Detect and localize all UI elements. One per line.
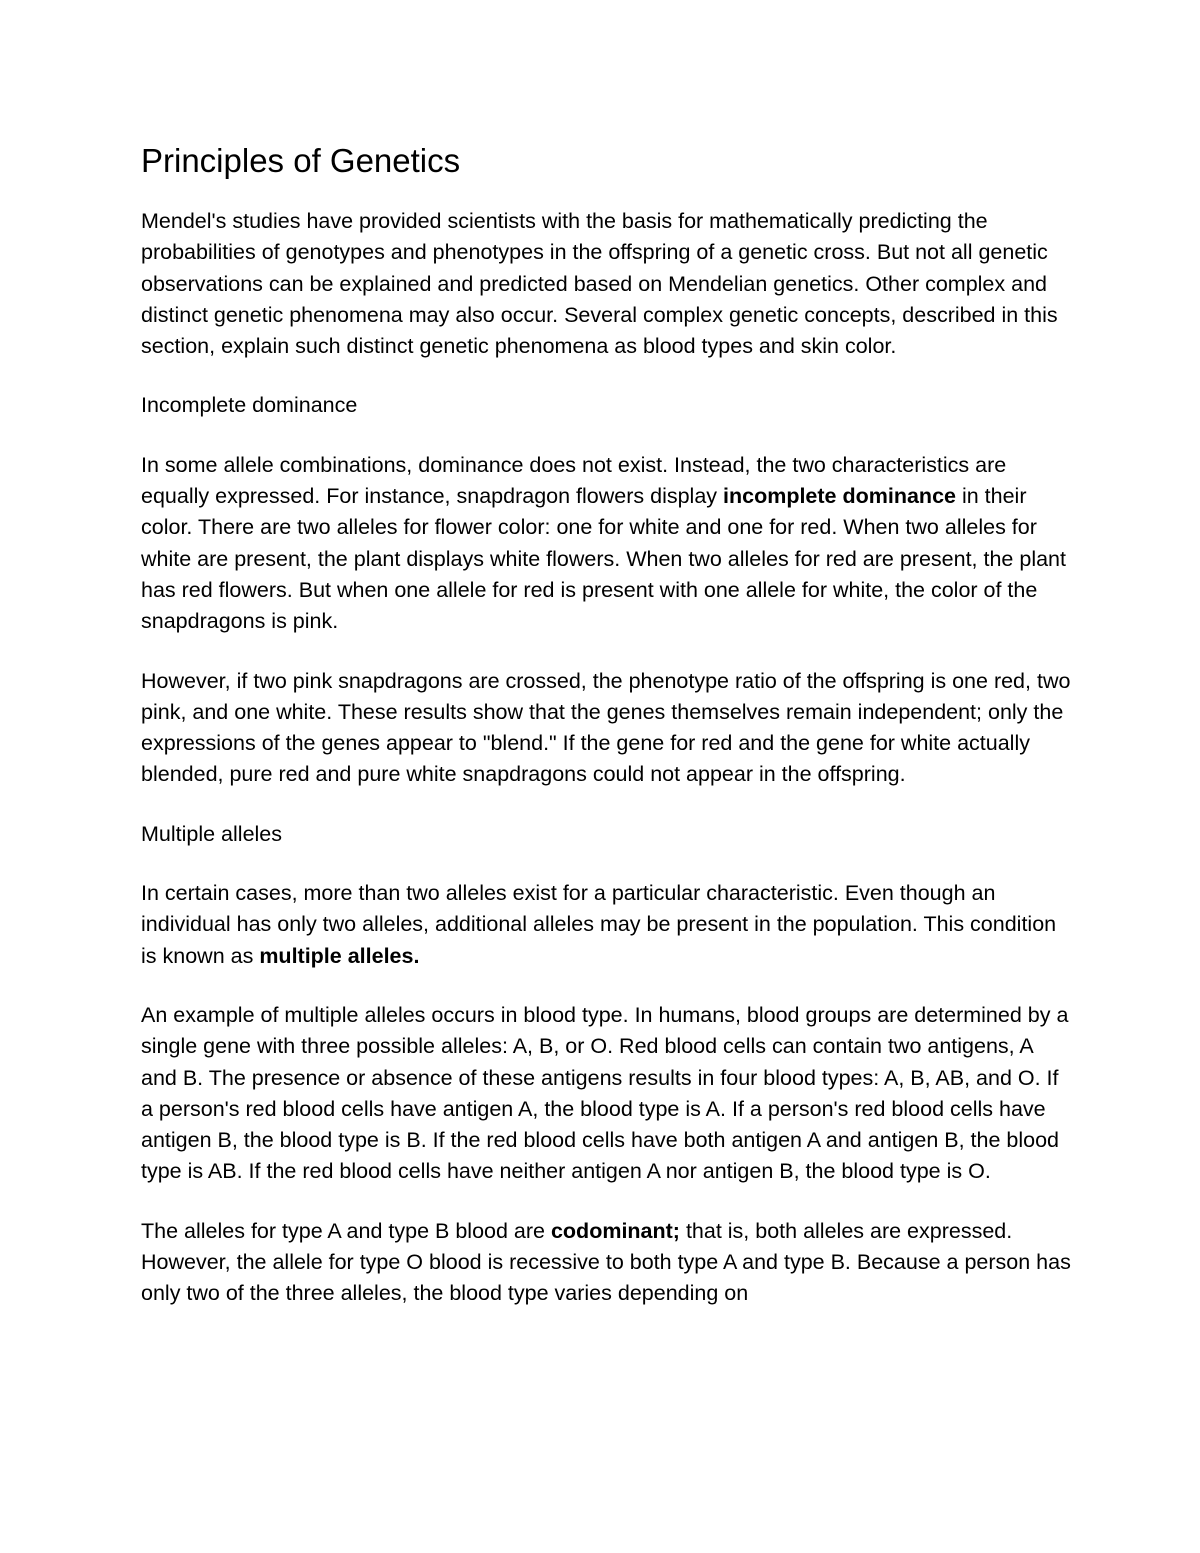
page-title: Principles of Genetics — [141, 142, 461, 179]
multiple-alleles-paragraph-1 — [141, 878, 1071, 972]
bold-term-codominant: codominant; — [550, 1218, 680, 1243]
intro-paragraph: Mendel's studies have provided scientists with the basis for mathematically predicting the probabilities of genotypes and phenotypes in the offspring of a genetic cross. But not all genetic observations can be explained and predicted based on Mendelian genetics. Other complex and distinct genetic phenomena may also occur. Several complex genetic concepts, described in this section, explain such distinct genetic phenomena as blood types and skin color. — [141, 209, 1058, 359]
multiple-alleles-paragraph-2: An example of multiple alleles occurs in blood type. In humans, blood groups are determined by a single gene with three possible alleles: A, B, or O. Red blood cells can contain two antigens, A and B. The presence or absence of these antigens results in four blood types: A, B, AB, and O. If a person's red blood cells have antigen A, the blood type is A. If a person's red blood cells have antigen B, the blood type is B. If the red blood cells have both antigen A and antigen B, the blood type is AB. If the red blood cells have neither antigen A nor antigen B, the blood type is O. — [141, 1002, 1069, 1184]
bold-term-incomplete-dominance: incomplete dominance — [723, 484, 956, 509]
text-run: in their color. There are two alleles for flower color: one for white and one for red. When two alleles for white are present, the plant displays white flowers. When two alleles for red are present, the plant has red flowers. But when one allele for red is present with one allele for white, the color of the snapdragons is pink. — [141, 484, 1066, 634]
bold-term-multiple-alleles: multiple alleles. — [259, 943, 420, 968]
document-page — [141, 140, 1071, 1338]
text-run: The alleles for type A and type B blood are — [141, 1218, 551, 1243]
section-heading-incomplete-dominance: Incomplete dominance — [141, 393, 358, 418]
text-run: In some allele combinations, dominance does not exist. Instead, the two characteristics are equally expressed. For instance, snapdragon flowers display — [141, 452, 1007, 509]
section-heading-multiple-alleles: Multiple alleles — [141, 821, 283, 846]
text-run: that is, both alleles are expressed. However, the allele for type O blood is recessive to both type A and type B. Because a person has only two of the three alleles, the blood type varies depending on — [141, 1218, 1071, 1306]
multiple-alleles-paragraph-3 — [141, 1216, 1071, 1310]
text-run: In certain cases, more than two alleles exist for a particular characteristic. Even though an individual has only two alleles, additional alleles may be present in the population. This condition is known as — [141, 881, 1057, 968]
incomplete-dominance-paragraph-1 — [141, 450, 1071, 638]
incomplete-dominance-paragraph-2: However, if two pink snapdragons are crossed, the phenotype ratio of the offspring is one red, two pink, and one white. These results show that the genes themselves remain independent; only the expressions of the genes appear to "blend." If the gene for red and the gene for white actually blended, pure red and pure white snapdragons could not appear in the offspring. — [141, 668, 1071, 787]
